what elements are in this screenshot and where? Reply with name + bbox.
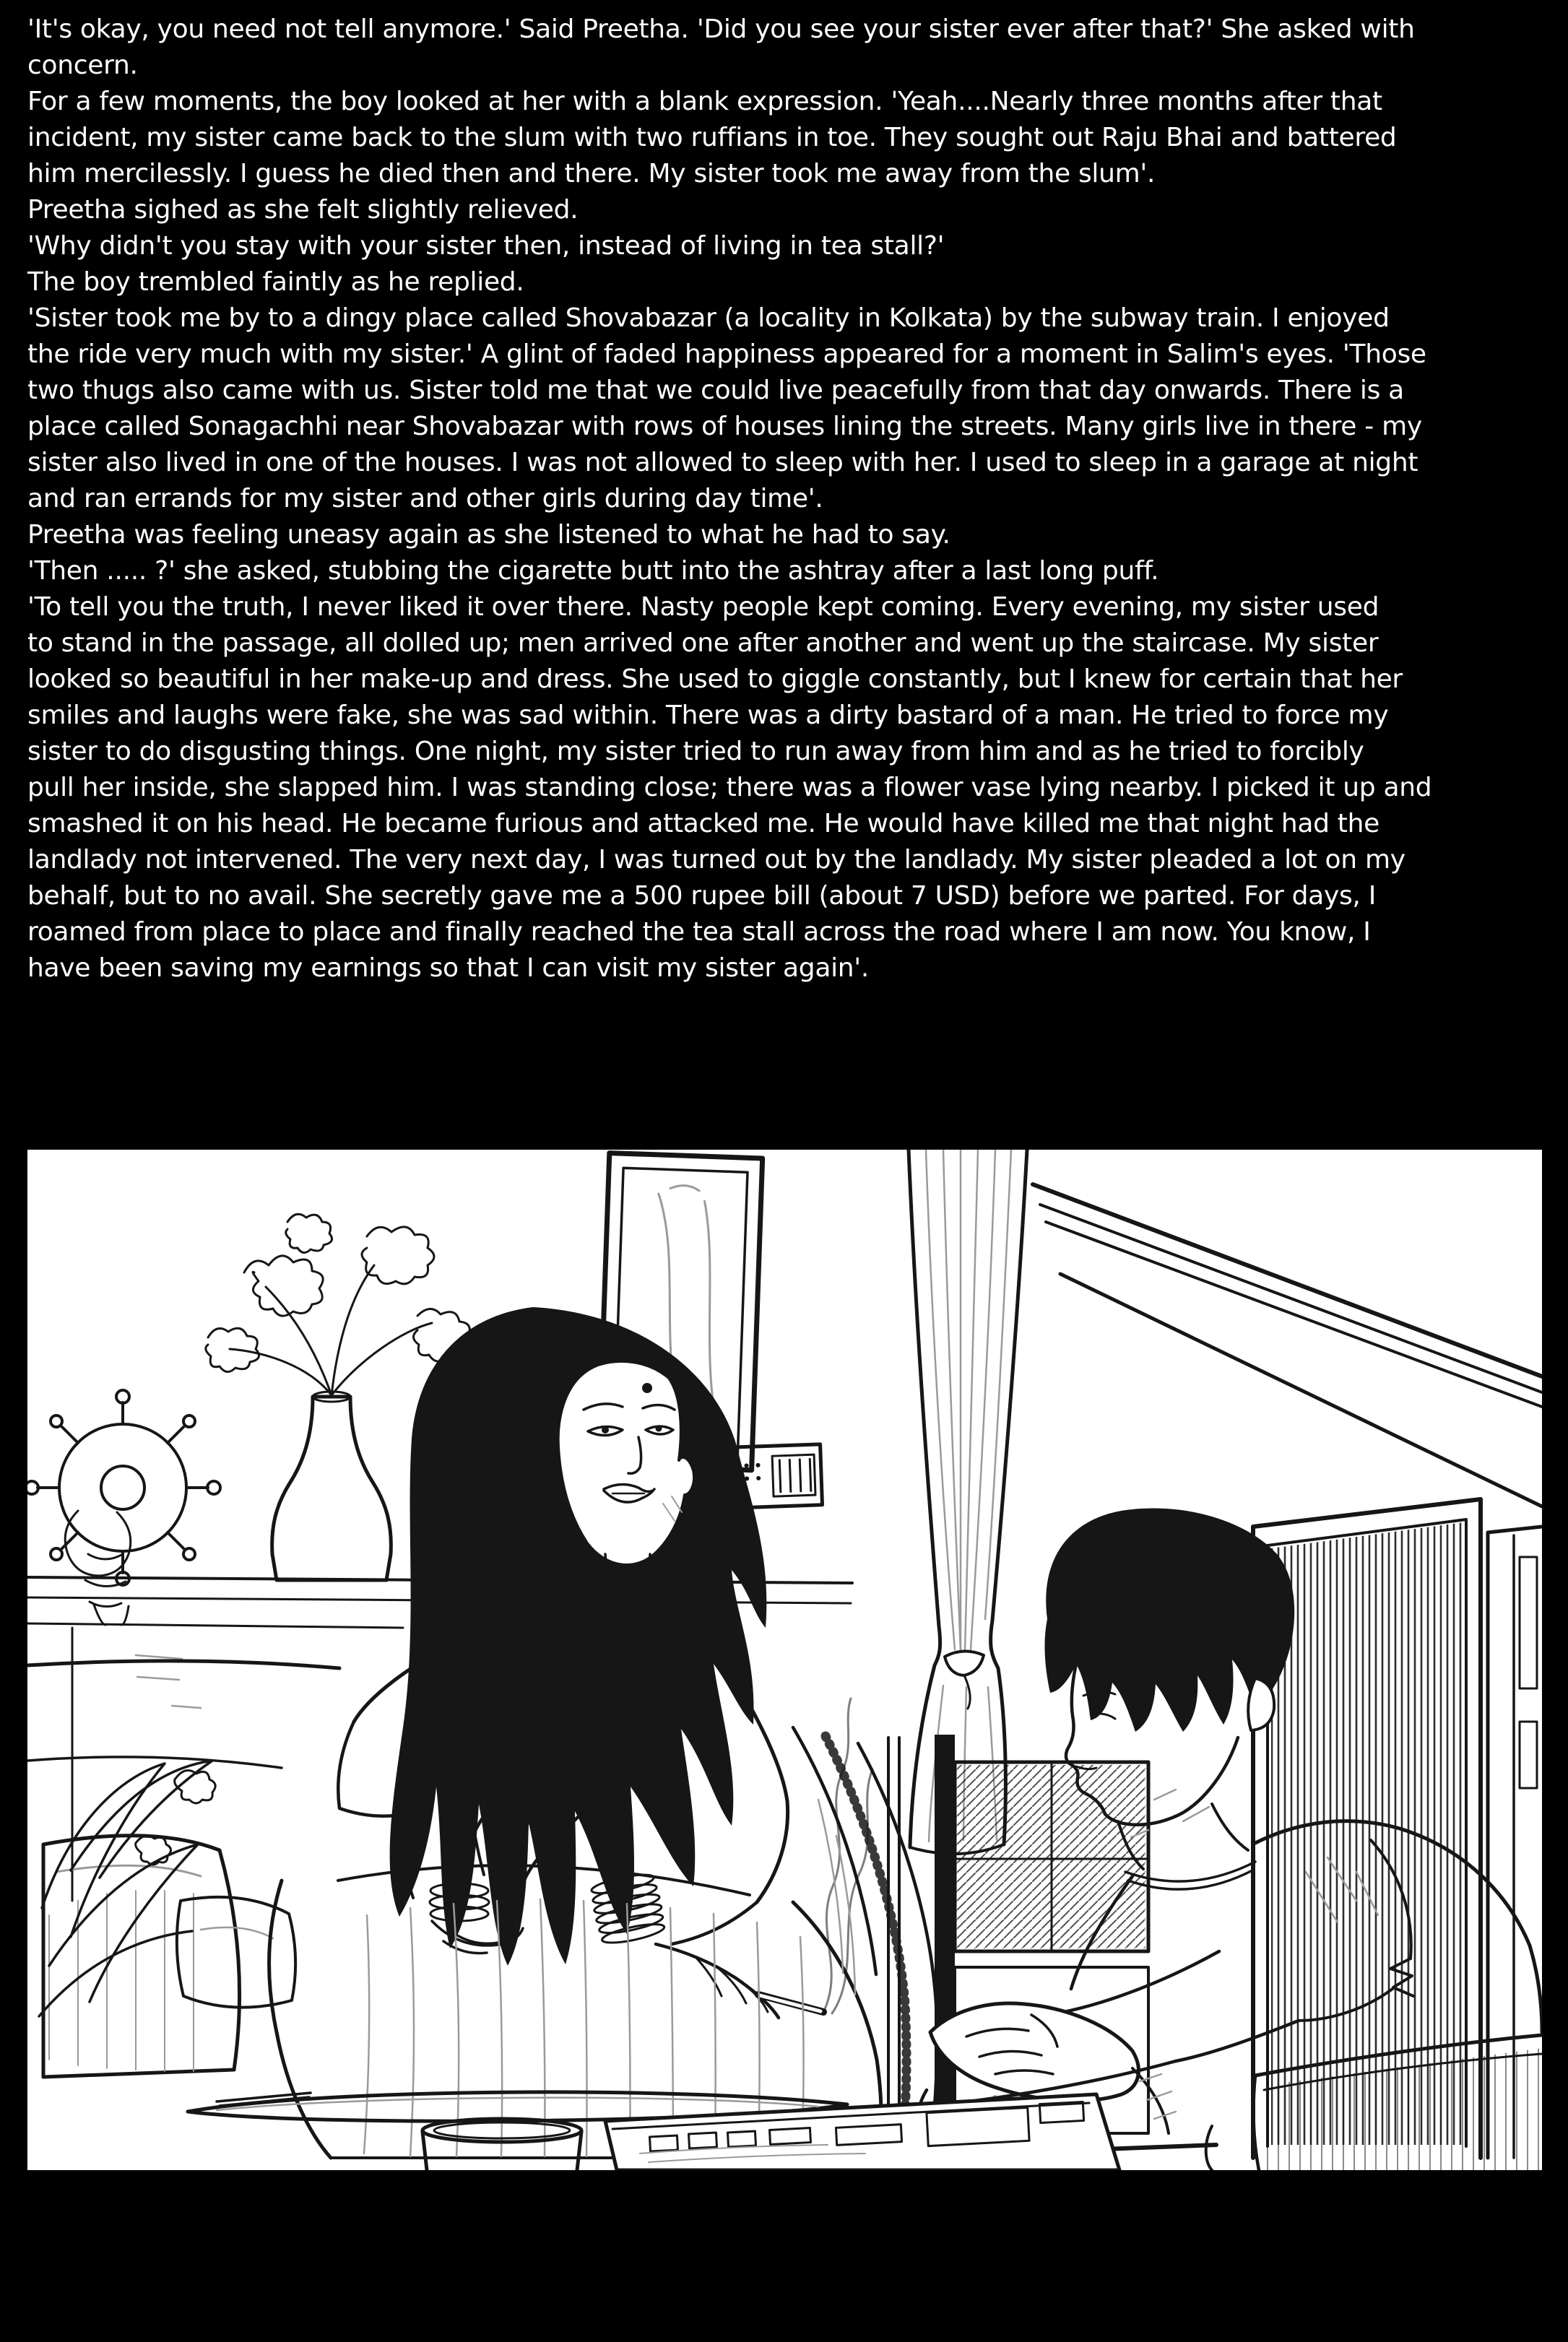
boy-ear <box>1248 1678 1274 1730</box>
flower-vase <box>272 1392 391 1580</box>
window-curtain <box>909 1150 1027 1854</box>
story-line: have been saving my earnings so that I can visit my sister again'. <box>27 953 870 983</box>
story-line: smashed it on his head. He became furious and attacked me. He would have killed me that night had the <box>27 809 1379 838</box>
story-line: sister to do disgusting things. One night, my sister tried to run away from him and as he tried to forcibly <box>27 737 1364 766</box>
illustration-panel <box>27 1150 1542 2170</box>
story-line: Preetha sighed as she felt slightly relieved. <box>27 195 579 225</box>
boy-hands-clasped <box>930 2003 1138 2101</box>
bindi <box>642 1383 652 1393</box>
story-line: For a few moments, the boy looked at her with a blank expression. 'Yeah....Nearly three months after that <box>27 87 1382 116</box>
story-line: 'To tell you the truth, I never liked it over there. Nasty people kept coming. Every evening, my sister used <box>27 592 1379 622</box>
sofa <box>27 1661 339 2077</box>
story-line: 'Sister took me by to a dingy place called Shovabazar (a locality in Kolkata) by the subway train. I enjoyed <box>27 303 1390 333</box>
ceiling-cornice <box>1033 1184 1542 1506</box>
story-line: landlady not intervened. The very next day, I was turned out by the landlady. My sister pleaded a lot on my <box>27 845 1405 875</box>
story-line: behalf, but to no avail. She secretly gave me a 500 rupee bill (about 7 USD) before we parted. For days, I <box>27 881 1377 911</box>
houseplant <box>39 1761 215 2016</box>
magazine <box>605 2094 1119 2170</box>
story-line: to stand in the passage, all dolled up; men arrived one after another and went up the staircase. My sister <box>27 628 1379 658</box>
ship-wheel-decor <box>27 1390 220 1625</box>
story-line: pull her inside, she slapped him. I was standing close; there was a flower vase lying nearby. I picked it up and <box>27 773 1432 802</box>
story-line: looked so beautiful in her make-up and dress. She used to giggle constantly, but I knew for certain that her <box>27 664 1403 694</box>
story-text-block <box>27 12 1544 986</box>
story-line: concern. <box>27 51 138 80</box>
story-line: incident, my sister came back to the slum with two ruffians in toe. They sought out Raju Bhai and battered <box>27 123 1397 152</box>
story-line: Preetha was feeling uneasy again as she listened to what he had to say. <box>27 520 950 550</box>
sari-drape-right <box>793 1727 937 2158</box>
story-line: smiles and laughs were fake, she was sad within. There was a dirty bastard of a man. He tried to force my <box>27 701 1389 730</box>
woman-figure <box>269 1307 937 2158</box>
story-line: place called Sonagachhi near Shovabazar with rows of houses lining the streets. Many girls live in there - my <box>27 412 1422 441</box>
story-line: 'It's okay, you need not tell anymore.' Said Preetha. 'Did you see your sister ever after that?' She asked with <box>27 14 1415 44</box>
story-line: sister also lived in one of the houses. I was not allowed to sleep with her. I used to sleep in a garage at night <box>27 448 1418 477</box>
story-line: 'Then ..... ?' she asked, stubbing the cigarette butt into the ashtray after a last long puff. <box>27 556 1159 586</box>
story-line: roamed from place to place and finally reached the tea stall across the road where I am now. You know, I <box>27 917 1371 947</box>
scene-illustration <box>27 1150 1542 2170</box>
story-line: him mercilessly. I guess he died then and there. My sister took me away from the slum'. <box>27 159 1156 188</box>
boy-shorts <box>1132 2068 1212 2170</box>
story-line: The boy trembled faintly as he replied. <box>27 267 524 297</box>
story-line: 'Why didn't you stay with your sister then, instead of living in tea stall?' <box>27 231 945 261</box>
story-line: the ride very much with my sister.' A glint of faded happiness appeared for a moment in Salim's eyes. 'Those <box>27 339 1426 369</box>
story-line: two thugs also came with us. Sister told me that we could live peacefully from that day onwards. There is a <box>27 376 1404 405</box>
story-line: and ran errands for my sister and other girls during day time'. <box>27 484 823 513</box>
